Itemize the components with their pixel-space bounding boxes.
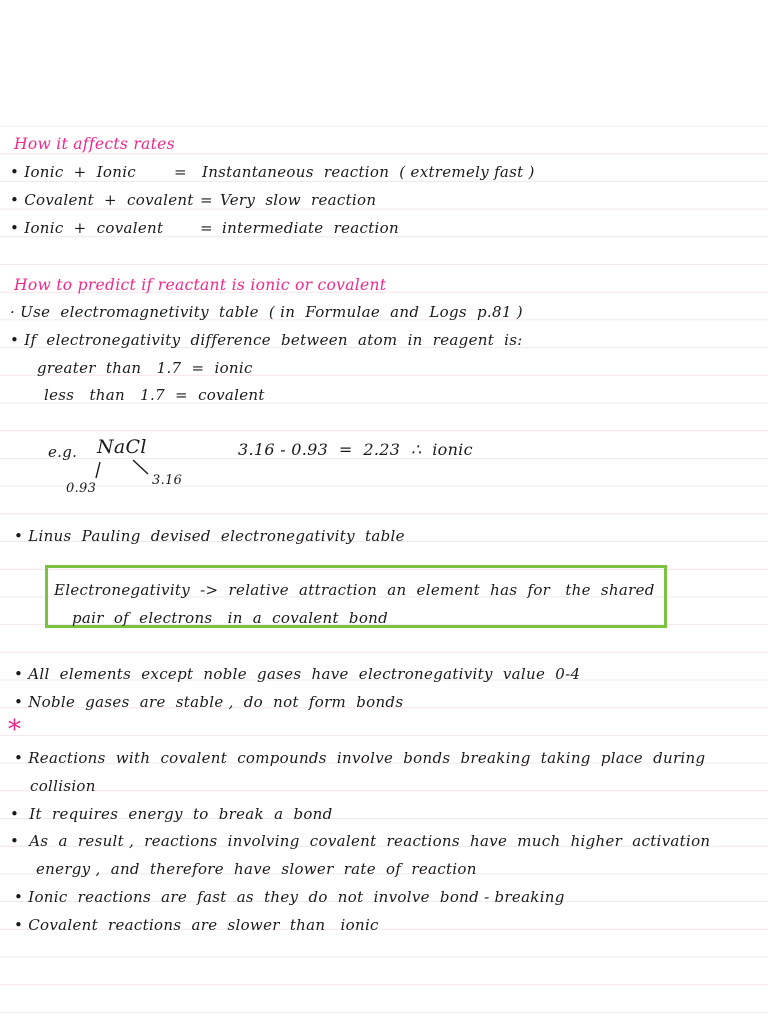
covalent-note-1-cont: collision bbox=[30, 777, 96, 795]
rate-item-1-right: Instantaneous reaction ( extremely fast ) bbox=[202, 163, 535, 181]
predict-item-3: greater than 1.7 = ionic bbox=[37, 359, 253, 377]
heading-how-it-affects-rates: How it affects rates bbox=[14, 135, 175, 153]
rate-item-2-eq: = bbox=[200, 191, 213, 209]
rate-item-2-right: Very slow reaction bbox=[220, 191, 377, 209]
covalent-note-1: • Reactions with covalent compounds involve bonds breaking taking place during bbox=[14, 749, 706, 767]
example-na-value: 0.93 bbox=[66, 481, 97, 496]
elements-note-1: • All elements except noble gases have electronegativity value 0-4 bbox=[14, 665, 581, 683]
predict-item-4: less than 1.7 = covalent bbox=[44, 386, 265, 404]
definition-line-1: Electronegativity -> relative attraction an element has for the shared bbox=[54, 581, 655, 599]
covalent-note-5: • Covalent reactions are slower than ionic bbox=[14, 916, 379, 934]
example-calculation: 3.16 - 0.93 = 2.23 ∴ ionic bbox=[238, 440, 473, 459]
example-cl-value: 3.16 bbox=[152, 473, 183, 488]
covalent-note-4: • Ionic reactions are fast as they do not involve bond - breaking bbox=[14, 888, 565, 906]
predict-item-2: • If electronegativity difference between atom in reagent is: bbox=[10, 331, 523, 349]
rate-item-2-left: • Covalent + covalent bbox=[10, 191, 194, 209]
example-prefix: e.g. bbox=[48, 443, 78, 461]
rate-item-3-eq: = bbox=[200, 219, 213, 237]
example-compound: NaCl bbox=[97, 436, 147, 458]
cl-connector-line bbox=[133, 460, 148, 474]
covalent-note-3-cont: energy , and therefore have slower rate of reaction bbox=[36, 860, 477, 878]
pauling-note: • Linus Pauling devised electronegativity table bbox=[14, 527, 405, 545]
elements-note-2: • Noble gases are stable , do not form bonds bbox=[14, 693, 404, 711]
rate-item-1-left: • Ionic + Ionic bbox=[10, 163, 136, 181]
definition-line-2: pair of electrons in a covalent bond bbox=[72, 609, 389, 627]
rate-item-1-eq: = bbox=[174, 163, 187, 181]
heading-how-to-predict: How to predict if reactant is ionic or covalent bbox=[14, 276, 387, 294]
covalent-note-3: • As a result , reactions involving covalent reactions have much higher activation bbox=[10, 832, 711, 850]
covalent-note-2: • It requires energy to break a bond bbox=[10, 805, 333, 823]
rate-item-3-left: • Ionic + covalent bbox=[10, 219, 164, 237]
star-mark: * bbox=[8, 715, 22, 745]
na-connector-line bbox=[96, 462, 100, 478]
predict-item-1: · Use electromagnetivity table ( in Formulae and Logs p.81 ) bbox=[10, 303, 523, 321]
rate-item-3-right: intermediate reaction bbox=[222, 219, 399, 237]
